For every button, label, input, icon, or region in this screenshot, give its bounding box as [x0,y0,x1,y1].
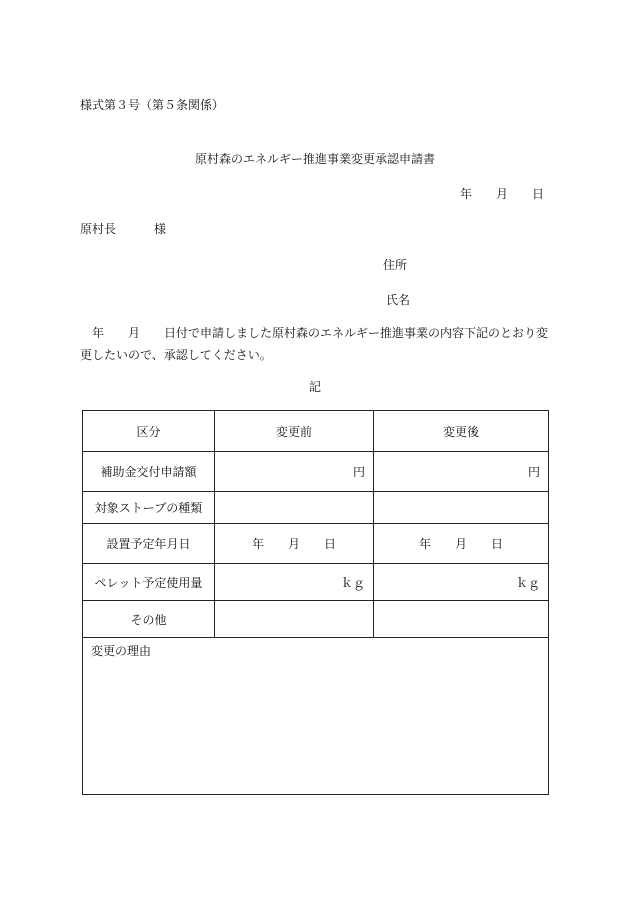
name-label: 氏名 [386,293,411,307]
after-stove-type-field[interactable] [374,492,549,524]
row-label: 補助金交付申請額 [83,452,215,492]
before-install-date-field[interactable]: 年 月 日 [215,524,374,564]
row-label: ペレット予定使用量 [83,564,215,601]
table-row [83,564,549,601]
after-other-field[interactable] [374,601,549,638]
date-day-label: 日 [532,187,545,201]
addressee-honorific: 様 [154,222,167,236]
form-number: 様式第３号（第５条関係） [80,98,225,112]
after-amount-field[interactable]: 円 [374,452,549,492]
table-row [83,601,549,638]
row-label: 対象ストーブの種類 [83,492,215,524]
reason-row [83,638,549,795]
row-label: その他 [83,601,215,638]
before-stove-type-field[interactable] [215,492,374,524]
addressee [80,220,166,237]
row-label: 設置予定年月日 [83,524,215,564]
header-category: 区分 [83,411,215,452]
addressee-name: 原村長 [80,222,117,236]
before-other-field[interactable] [215,601,374,638]
date-year-label: 年 [460,187,473,201]
date-month-label: 月 [496,187,509,201]
ki-heading: 記 [308,380,321,394]
header-after: 変更後 [374,411,549,452]
after-install-date-field[interactable]: 年 月 日 [374,524,549,564]
after-pellet-usage-field[interactable]: ｋｇ [374,564,549,601]
before-amount-field[interactable]: 円 [215,452,374,492]
table-header-row [83,411,549,452]
before-pellet-usage-field[interactable]: ｋｇ [215,564,374,601]
document-title: 原村森のエネルギー推進事業変更承認申請書 [194,152,435,166]
change-table [82,410,549,795]
request-body-text: 年 月 日付で申請しました原村森のエネルギー推進事業の内容下記のとおり変更したいので、承認してください。 [80,326,549,362]
table-row [83,492,549,524]
table-row [83,524,549,564]
header-before: 変更前 [215,411,374,452]
table-row [83,452,549,492]
application-date-line [460,185,544,202]
address-label: 住所 [383,258,408,272]
reason-field[interactable]: 変更の理由 [83,638,549,795]
